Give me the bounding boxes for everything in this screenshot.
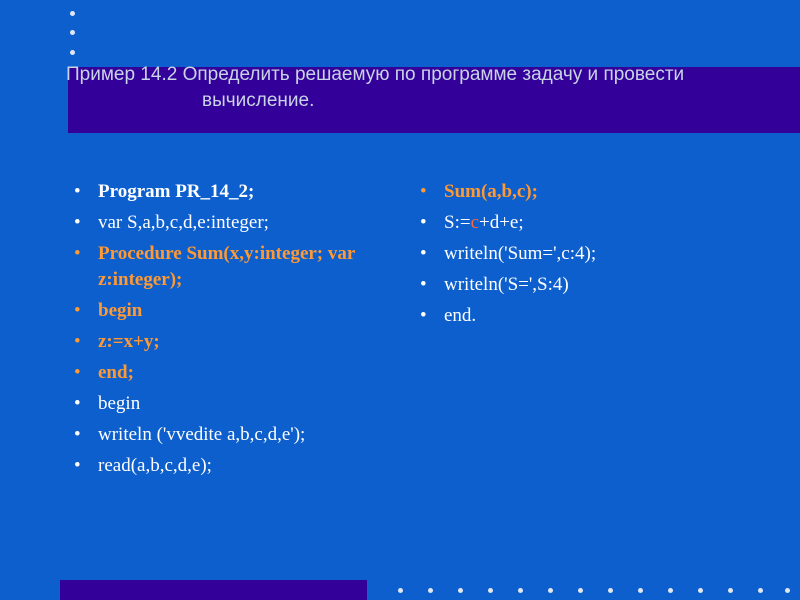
decor-dot	[578, 588, 583, 593]
list-item: • end.	[420, 303, 760, 329]
list-item: • Procedure Sum(x,y:integer; var z:integer);	[74, 243, 355, 290]
decor-dot	[548, 588, 553, 593]
code-list-right	[420, 179, 760, 334]
decor-dot	[488, 588, 493, 593]
decor-dot	[398, 588, 403, 593]
decor-dot	[698, 588, 703, 593]
slide-title-line1: Пример 14.2 Определить решаемую по программе задачу и провести	[66, 64, 685, 85]
decor-dot	[608, 588, 613, 593]
list-item: • z:=x+y;	[74, 329, 394, 355]
decor-dot	[70, 30, 75, 35]
bullet-icon: •	[420, 181, 427, 202]
highlighted-variable: c	[470, 212, 479, 233]
list-item: • read(a,b,c,d,e);	[74, 453, 394, 479]
bullet-icon: •	[74, 212, 81, 233]
bullet-icon: •	[74, 300, 81, 321]
decor-dot	[638, 588, 643, 593]
bullet-icon: •	[74, 393, 81, 414]
list-item: • begin	[74, 391, 394, 417]
bullet-icon: •	[420, 243, 427, 264]
list-item: • end;	[74, 360, 394, 386]
decor-dot	[668, 588, 673, 593]
bullet-icon: •	[74, 424, 81, 445]
bullet-icon: •	[74, 331, 81, 352]
bullet-icon: •	[74, 181, 81, 202]
decor-dot	[70, 11, 75, 16]
list-item: • writeln ('vvedite a,b,c,d,e');	[74, 422, 394, 448]
list-item: • writeln('Sum=',c:4);	[420, 241, 760, 267]
bottom-band	[60, 580, 367, 600]
list-item: • var S,a,b,c,d,e:integer;	[74, 210, 394, 236]
slide-title	[66, 62, 766, 114]
bullet-icon: •	[420, 212, 427, 233]
bullet-icon: •	[74, 455, 81, 476]
code-list-left	[74, 179, 394, 484]
decor-dot	[458, 588, 463, 593]
decor-dot	[70, 50, 75, 55]
bullet-icon: •	[74, 362, 81, 383]
list-item: • Sum(a,b,c);	[420, 179, 760, 205]
list-item: • Program PR_14_2;	[74, 179, 394, 205]
bullet-icon: •	[74, 243, 81, 264]
decor-dot	[728, 588, 733, 593]
decor-dot	[785, 588, 790, 593]
list-item: • begin	[74, 298, 394, 324]
bullet-icon: •	[420, 274, 427, 295]
slide-title-line2: вычисление.	[202, 90, 315, 111]
list-item: • S:=c+d+e;	[420, 210, 760, 236]
decor-dot	[518, 588, 523, 593]
list-item: • writeln('S=',S:4)	[420, 272, 760, 298]
decor-dot	[428, 588, 433, 593]
bullet-icon: •	[420, 305, 427, 326]
decor-dot	[758, 588, 763, 593]
